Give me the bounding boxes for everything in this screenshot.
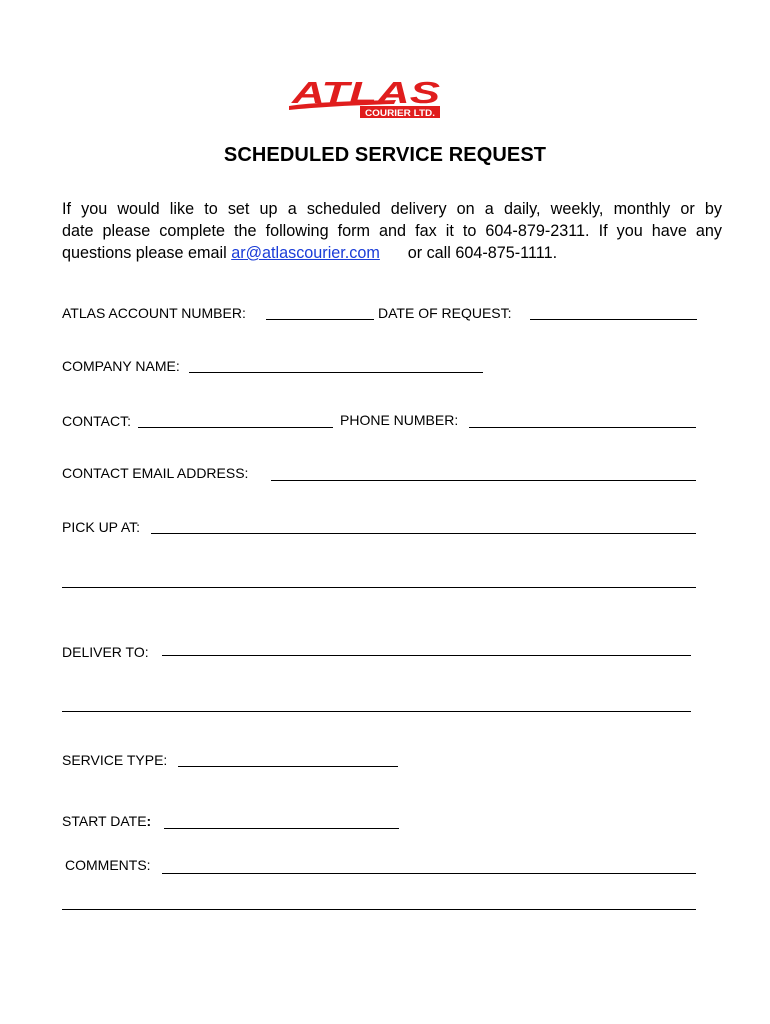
account-number-line[interactable]	[266, 319, 374, 320]
date-of-request-label: DATE OF REQUEST:	[378, 305, 512, 321]
start-date-label-text: START DATE	[62, 813, 147, 829]
service-type-label: SERVICE TYPE:	[62, 752, 168, 768]
contact-email-link[interactable]: ar@atlascourier.com	[231, 244, 380, 262]
start-date-line[interactable]	[164, 828, 399, 829]
deliver-to-label: DELIVER TO:	[62, 644, 149, 660]
intro-line-3-suffix: or call 604-875-1111.	[407, 244, 558, 262]
comments-line[interactable]	[162, 873, 696, 874]
intro-line-2: date please complete the following form and fax it to 604-879-2311. If you have any	[62, 222, 722, 240]
atlas-courier-logo	[286, 76, 442, 122]
start-date-colon: :	[146, 813, 152, 829]
logo-tagline-text: COURIER LTD.	[365, 108, 435, 119]
company-name-label: COMPANY NAME:	[62, 358, 180, 374]
deliver-to-line-2[interactable]	[62, 711, 691, 712]
intro-line-3	[62, 242, 722, 264]
contact-email-line[interactable]	[271, 480, 696, 481]
company-name-line[interactable]	[189, 372, 483, 373]
service-type-line[interactable]	[178, 766, 398, 767]
contact-label: CONTACT:	[62, 413, 131, 429]
pick-up-at-label: PICK UP AT:	[62, 519, 141, 535]
account-number-label: ATLAS ACCOUNT NUMBER:	[62, 305, 246, 321]
pick-up-at-line[interactable]	[151, 533, 696, 534]
contact-line[interactable]	[138, 427, 333, 428]
intro-line-1: If you would like to set up a scheduled delivery on a daily, weekly, monthly or by	[62, 200, 722, 218]
date-of-request-line[interactable]	[530, 319, 697, 320]
phone-number-label: PHONE NUMBER:	[340, 412, 459, 428]
phone-number-line[interactable]	[469, 427, 696, 428]
intro-line-3-prefix: questions please email	[62, 244, 227, 262]
deliver-to-line[interactable]	[162, 655, 691, 656]
intro-paragraph	[62, 198, 722, 264]
start-date-label	[62, 813, 151, 829]
logo-brand-text: ATLAS	[290, 76, 441, 110]
comments-line-2[interactable]	[62, 909, 696, 910]
pick-up-at-line-2[interactable]	[62, 587, 696, 588]
comments-label: COMMENTS:	[65, 857, 151, 873]
contact-email-label: CONTACT EMAIL ADDRESS:	[62, 465, 249, 481]
page-title: SCHEDULED SERVICE REQUEST	[223, 144, 547, 166]
